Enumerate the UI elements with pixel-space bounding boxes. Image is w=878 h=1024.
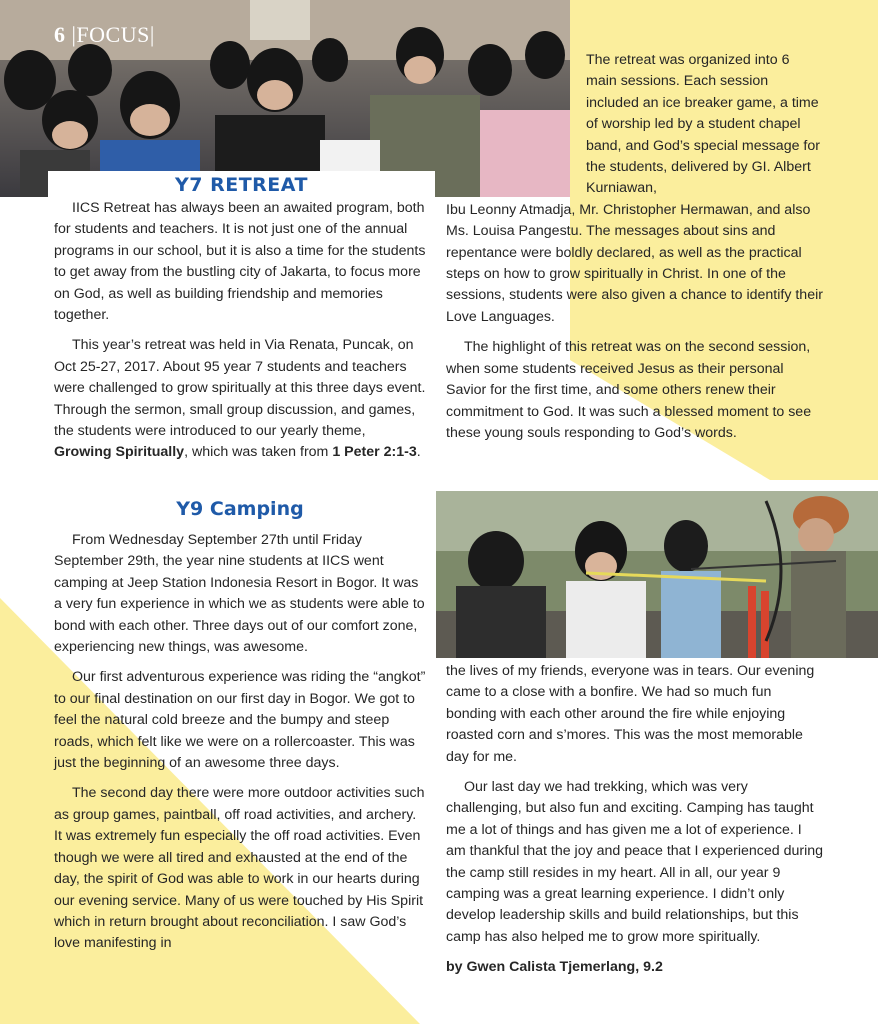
author-byline: by Gwen Calista Tjemerlang, 9.2 xyxy=(446,959,663,976)
y7-paragraph-3: The retreat was organized into 6 main sessions. Each session included an ice breaker game, a time of worship led by a student chapel band, and God’s special message for the students, delivered by GI. Albert Kurniawan, xyxy=(586,52,820,197)
y7-paragraph-1: IICS Retreat has always been an awaited program, both for students and teachers. It is not just one of the annual programs in our school, but it is also a time for the students to get away from the bustling city of Jakarta, to focus more on God, as well as building friendship and memories together. xyxy=(54,200,426,324)
y9-camping-heading: Y9 Camping xyxy=(176,498,304,520)
y9-paragraph-3-continued: the lives of my friends, everyone was in tears. Our evening came to a close with a bonfire. We had so much fun bonding with each other around the fire while enjoying roasted corn and s’mores. This was the most memorable day for me. xyxy=(446,663,815,765)
y7-paragraph-3-cont: Ibu Leonny Atmadja, Mr. Christopher Hermawan, and also Ms. Louisa Pangestu. The messages about sins and repentance were boldly declared, as well as the practical steps on how to grow spiritually in Christ. In one of the sessions, students were also given a chance to identify their Love Languages. xyxy=(446,201,823,325)
y9-right-column xyxy=(446,661,824,988)
y7-paragraph-2: This year’s retreat was held in Via Renata, Puncak, on Oct 25-27, 2017. About 95 year 7 students and teachers were challenged to grow spiritually at this three days event. Through the sermon, small group discussion, and games, the students were introduced to our yearly theme, Growing Spiritually, which was taken from 1 Peter 2:1-3. xyxy=(54,337,426,461)
y7-left-column xyxy=(54,198,426,473)
archery-photo xyxy=(436,491,878,658)
y9-left-column xyxy=(54,530,426,964)
section-label: |FOCUS| xyxy=(71,22,155,47)
page-number: 6 xyxy=(54,22,66,47)
bible-reference: 1 Peter 2:1-3 xyxy=(332,444,417,461)
y9-paragraph-4: Our last day we had trekking, which was very challenging, but also fun and exciting. Camping has taught me a lot of things and has given me a lot of experience. I am thankful that the joy and peace that I experienced during the camp still resides in my heart. All in all, our year 9 camping was a great learning experience. I didn’t only develop leadership skills and build relationships, but this camp has also helped me to grow more spiritually. xyxy=(446,779,824,945)
theme-name: Growing Spiritually xyxy=(54,444,185,461)
y7-right-column xyxy=(446,50,824,453)
y7-retreat-heading: Y7 RETREAT xyxy=(175,174,308,196)
y9-paragraph-1: From Wednesday September 27th until Friday September 29th, the year nine students at IICS went camping at Jeep Station Indonesia Resort in Bogor. It was a very fun experience in which we as students were able to bond with each other. Three days out of our comfort zone, experiencing new things, was awesome. xyxy=(54,532,425,656)
y9-paragraph-2: Our first adventurous experience was riding the “angkot” to our final destination on our first day in Bogor. We got to feel the natural cold breeze and the bumpy and steep roads, which felt like we were on a rollercoaster. This was just the beginning of an awesome three days. xyxy=(54,669,426,772)
y9-paragraph-3: The second day there were more outdoor activities such as group games, paintball, off road activities, and archery. It was extremely fun especially the off road activities. Even though we were all tired and exhausted at the end of the day, the spirit of God was able to work in our hearts during our evening service. Many of us were touched by His Spirit which in return brought about reconciliation. I saw God’s love manifesting in xyxy=(54,785,425,952)
page-header xyxy=(54,22,155,48)
y7-paragraph-4: The highlight of this retreat was on the second session, when some students received Jesus as their personal Savior for the first time, and some others renew their commitment to God. It was such a blessed moment to see these young souls responding to God’s words. xyxy=(446,339,812,441)
